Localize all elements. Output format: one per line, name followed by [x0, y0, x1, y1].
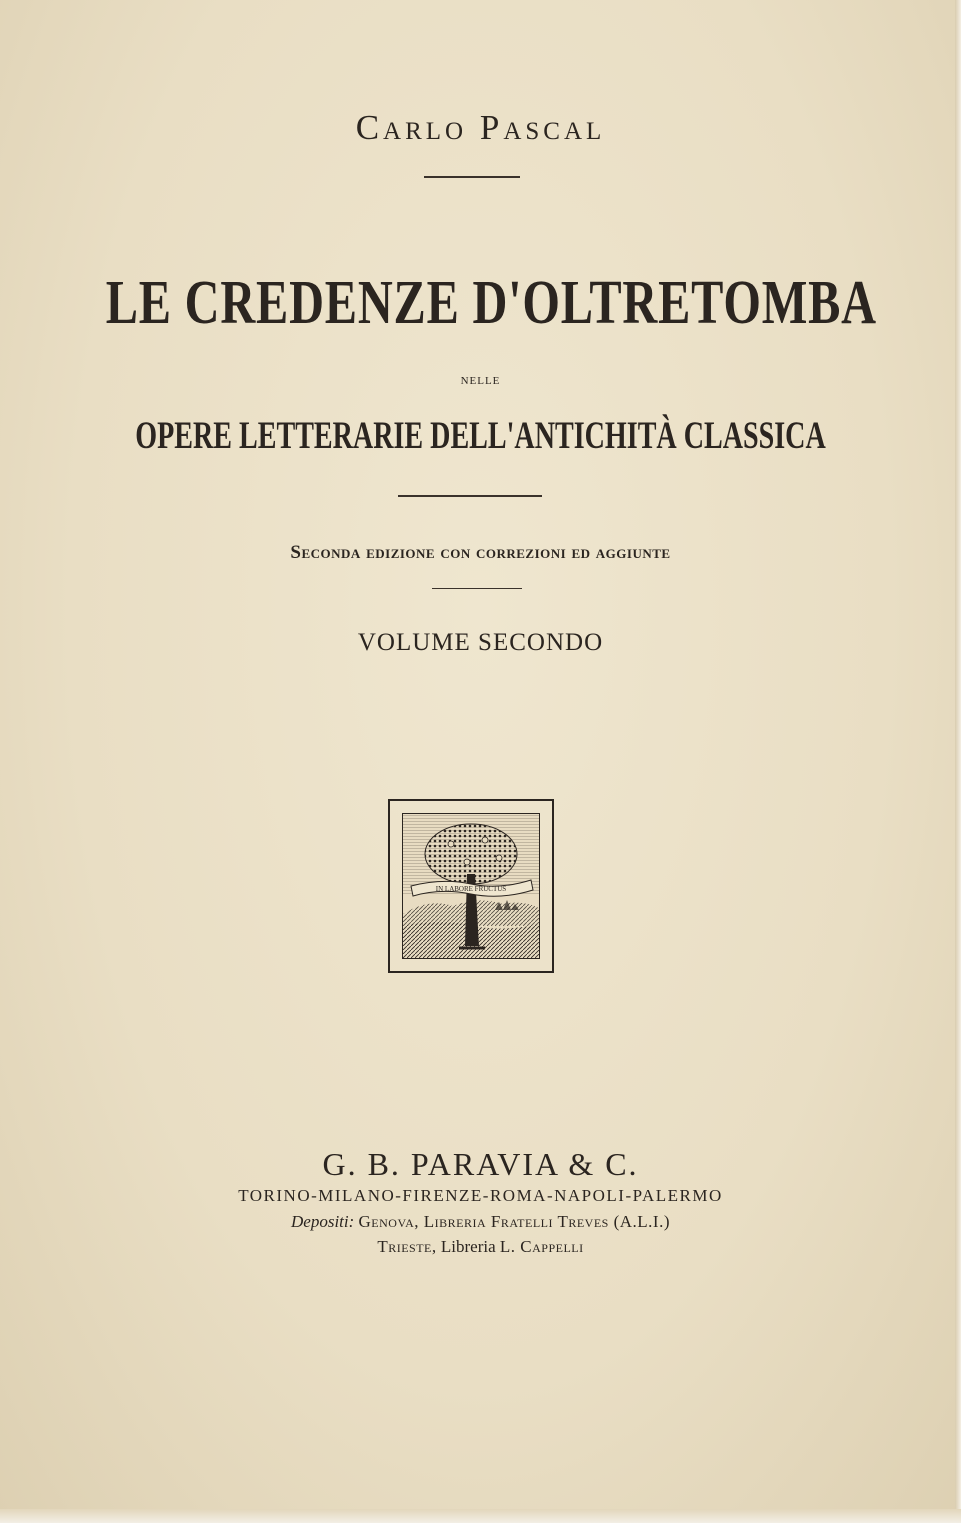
trieste-city: Trieste,	[377, 1237, 437, 1256]
trieste-libreria: Libreria	[440, 1237, 496, 1256]
page-edge-bottom	[0, 1509, 961, 1523]
divider-rule	[398, 495, 542, 497]
title-connector: nelle	[460, 372, 501, 388]
depositi-line	[0, 1212, 961, 1232]
depositi-text: Genova, Libreria Fratelli Treves (A.L.I.)	[358, 1212, 670, 1231]
publisher-name: G. B. PARAVIA & C.	[322, 1146, 639, 1182]
tree-landscape-printer-mark-icon	[402, 813, 540, 959]
divider-rule	[432, 588, 522, 589]
trieste-line	[0, 1237, 961, 1257]
emblem-motto: IN LABORE FRUCTUS	[435, 885, 507, 893]
trieste-name: L. Cappelli	[499, 1237, 584, 1256]
depositi-label: Depositi:	[291, 1212, 355, 1231]
author-name: Carlo Pascal	[355, 108, 606, 147]
volume-label: VOLUME SECONDO	[357, 629, 604, 656]
page-edge-right	[955, 0, 961, 1523]
printer-mark	[388, 799, 554, 973]
divider-rule	[424, 176, 520, 178]
book-title: LE CREDENZE D'OLTRETOMBA	[105, 269, 877, 337]
edition-note: Seconda edizione con correzioni ed aggiunte	[290, 542, 671, 563]
book-subtitle: OPERE LETTERARIE DELL'ANTICHITÀ CLASSICA	[135, 414, 826, 457]
publisher-cities: TORINO-MILANO-FIRENZE-ROMA-NAPOLI-PALERMO	[238, 1186, 723, 1205]
